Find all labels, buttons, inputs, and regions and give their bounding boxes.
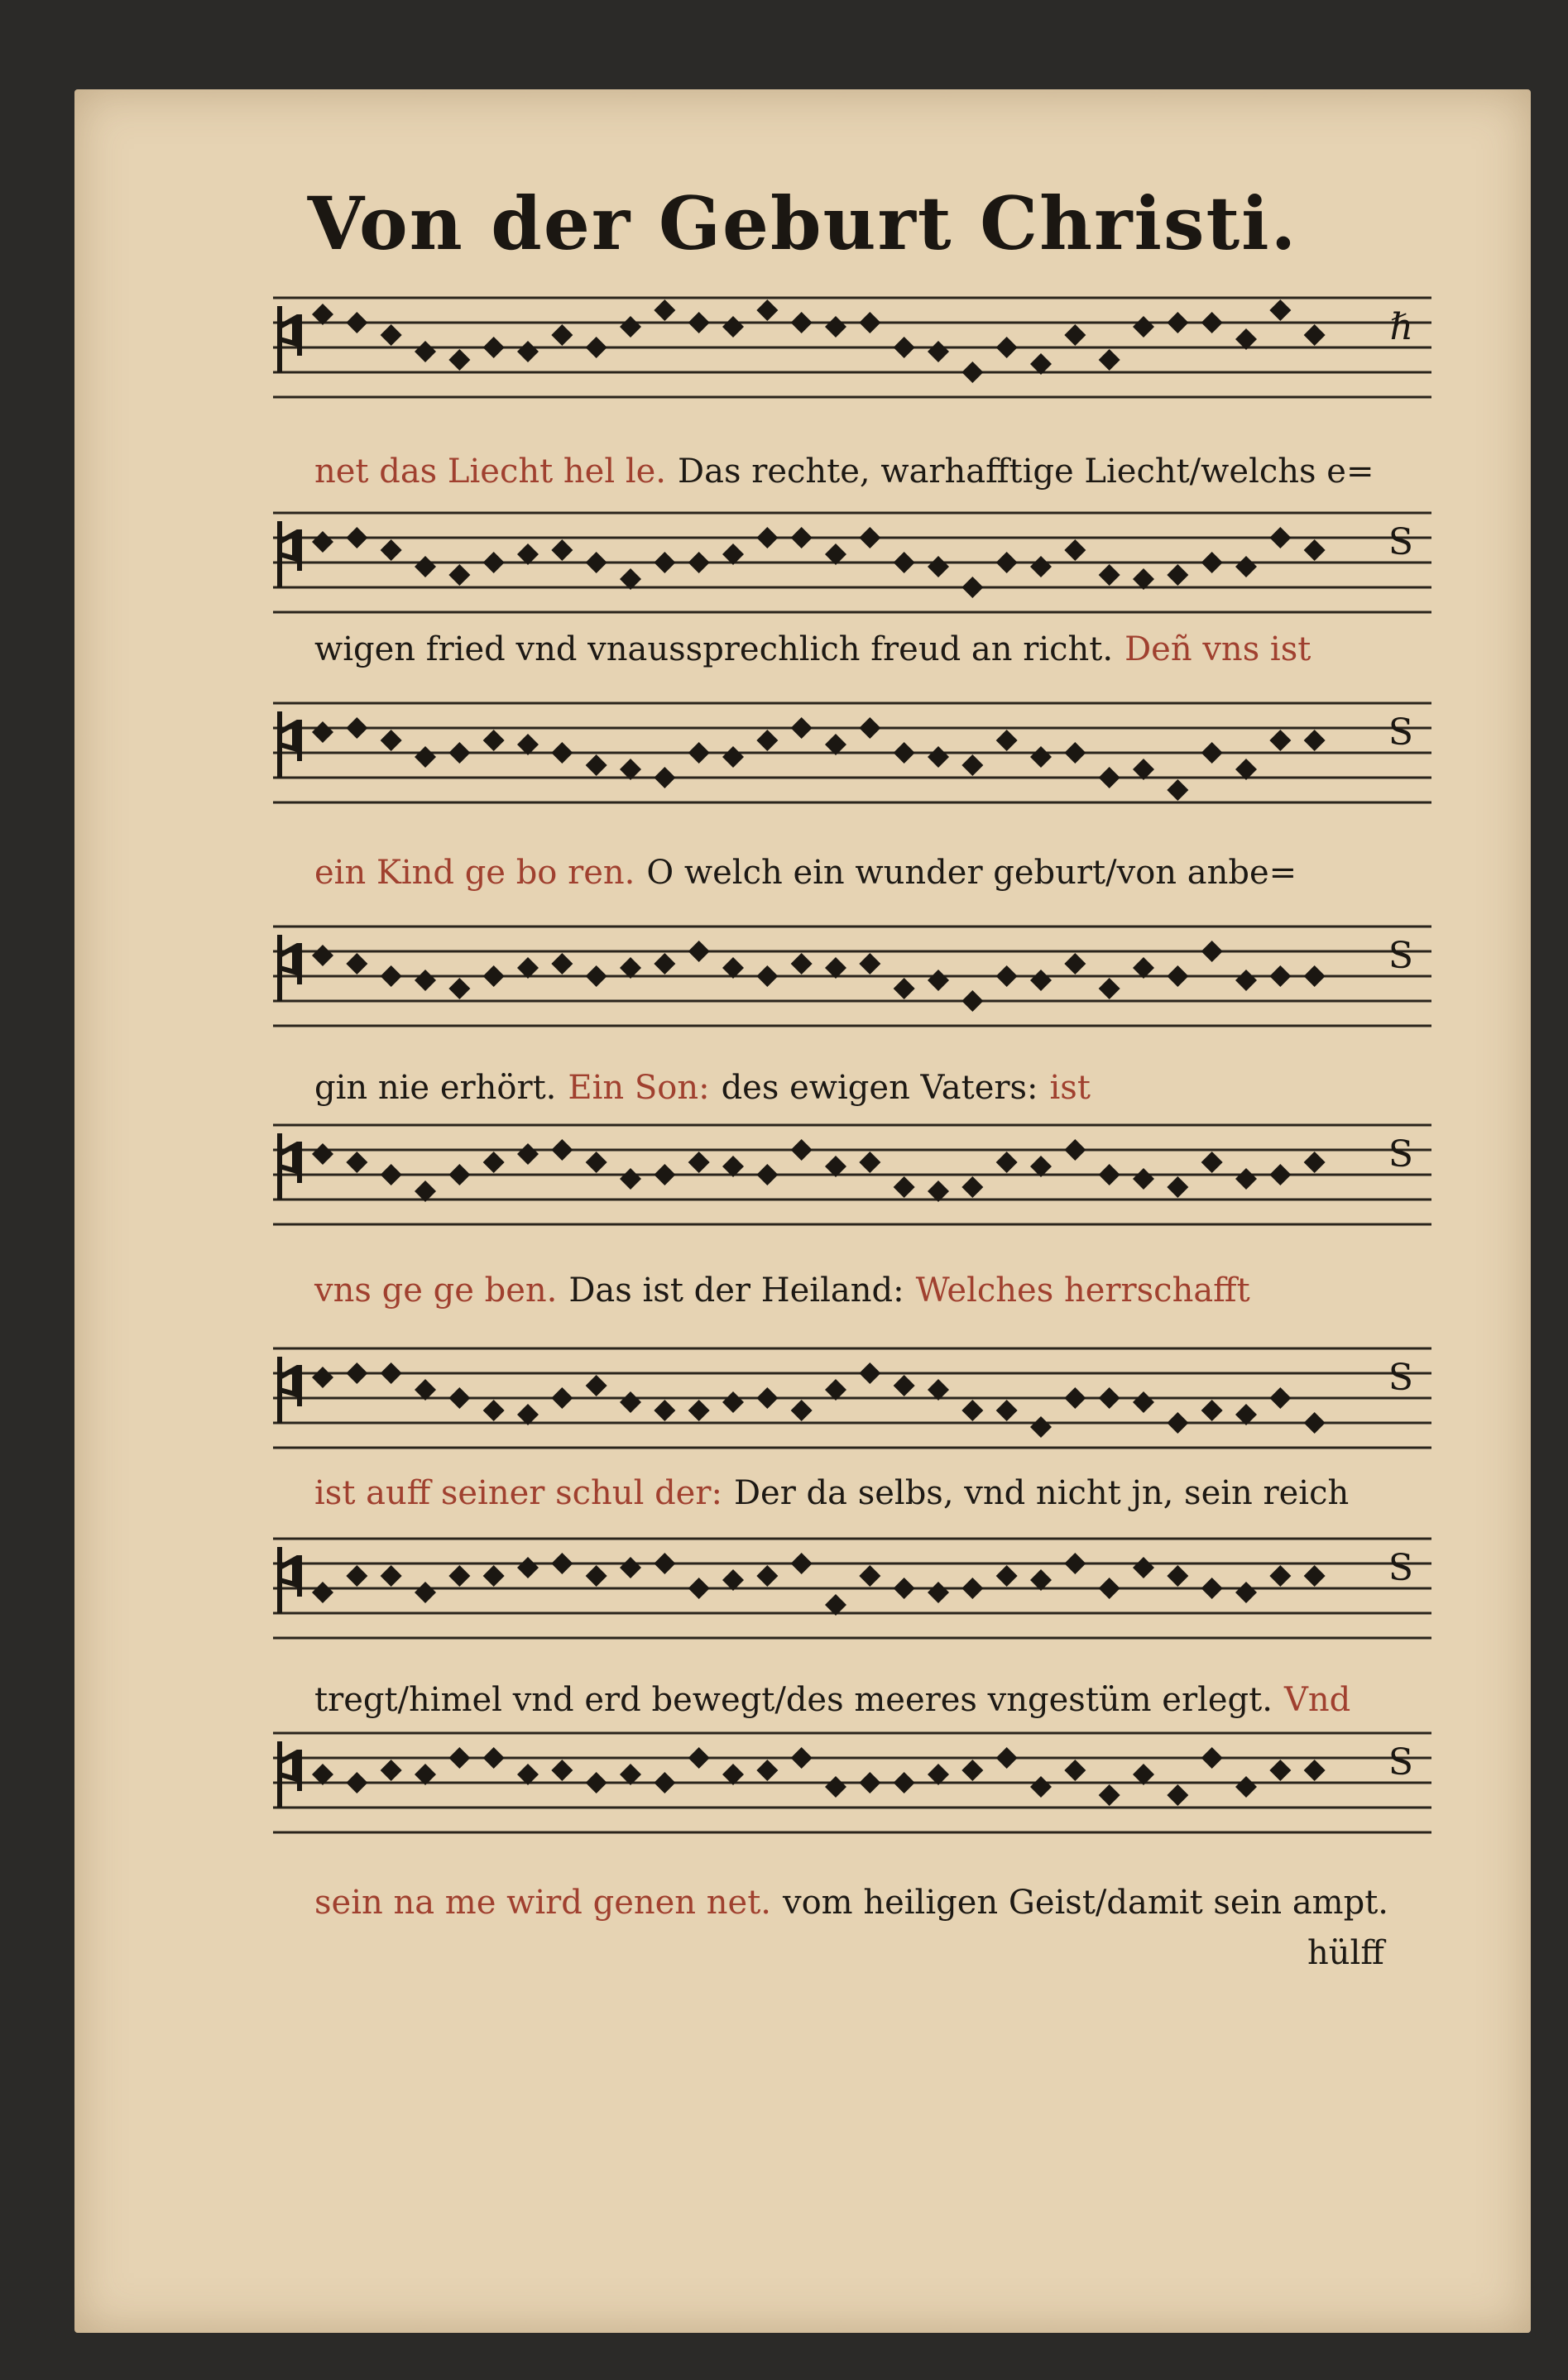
note-head [1099, 978, 1120, 999]
note-head [1099, 349, 1120, 371]
note-head [1304, 324, 1326, 346]
note-head [1269, 1565, 1291, 1587]
note-head [859, 953, 880, 975]
note-head [586, 1772, 607, 1793]
note-head [996, 1565, 1018, 1587]
note-head [961, 362, 983, 383]
lyric-red-segment: net das Liecht hel le. [314, 453, 667, 491]
note-head [1269, 1164, 1291, 1185]
staff-svg [273, 1109, 1431, 1233]
note-head [859, 1152, 880, 1173]
note-head [381, 730, 402, 751]
lyric-black-segment: Der da selbs, vnd nicht jn, sein reich [733, 1474, 1350, 1512]
note-head [722, 316, 744, 338]
c-clef-icon [280, 306, 300, 372]
note-head [1099, 1164, 1120, 1185]
note-head [517, 1557, 539, 1578]
note-head [1201, 1400, 1223, 1421]
note-head [346, 953, 367, 975]
lyric-black-segment: vom heiligen Geist/damit sein ampt. [783, 1884, 1388, 1922]
note-head [1304, 730, 1326, 751]
note-head [448, 1164, 470, 1185]
note-head [586, 754, 607, 776]
note-head [996, 1747, 1018, 1769]
note-head [620, 1557, 641, 1578]
c-clef-icon [280, 711, 300, 778]
note-head [1099, 1578, 1120, 1599]
note-head [1235, 1582, 1257, 1603]
note-head [1304, 1412, 1326, 1434]
music-staff [273, 687, 1431, 811]
staff-svg [273, 687, 1431, 811]
custos-mark: S [1388, 521, 1413, 563]
note-head [483, 552, 505, 573]
lyric-black-segment: gin nie erhört. [314, 1069, 557, 1107]
note-head [894, 742, 915, 764]
note-head [1064, 953, 1086, 975]
note-head [1167, 564, 1188, 586]
c-clef-icon [280, 521, 300, 587]
note-head [894, 1375, 915, 1396]
note-head [381, 1362, 402, 1384]
note-head [483, 730, 505, 751]
note-head [1269, 730, 1291, 751]
note-head [791, 312, 813, 333]
note-head [1064, 324, 1086, 346]
note-head [346, 717, 367, 739]
note-head [688, 1747, 710, 1769]
staff-svg [273, 1717, 1431, 1841]
note-head [1133, 1557, 1154, 1578]
note-head [448, 564, 470, 586]
note-head [756, 1760, 778, 1781]
note-head [859, 717, 880, 739]
note-head [1167, 965, 1188, 987]
music-staff [273, 1522, 1431, 1646]
note-head [961, 577, 983, 598]
note-head [483, 1400, 505, 1421]
custos-mark: S [1388, 711, 1413, 754]
note-head [381, 1565, 402, 1587]
lyric-black-segment: Das rechte, warhafftige Liecht/welchs e= [678, 453, 1374, 491]
note-head [1064, 1553, 1086, 1574]
note-head [620, 316, 641, 338]
note-head [859, 1772, 880, 1793]
custos-mark: S [1388, 1133, 1413, 1176]
note-head [415, 556, 436, 577]
note-head [688, 1152, 710, 1173]
lyric-line [314, 1063, 1431, 1113]
note-head [346, 1362, 367, 1384]
note-head [551, 1760, 573, 1781]
c-clef-icon [280, 935, 300, 1001]
note-head [859, 1565, 880, 1587]
note-head [928, 1582, 949, 1603]
note-head [1269, 1760, 1291, 1781]
lyric-red-segment: Deñ vns ist [1124, 630, 1311, 668]
note-head [346, 1152, 367, 1173]
note-head [894, 1578, 915, 1599]
note-head [791, 1400, 813, 1421]
note-head [756, 1387, 778, 1409]
staff-svg [273, 281, 1431, 405]
note-head [1304, 1565, 1326, 1587]
note-head [654, 1164, 675, 1185]
note-head [791, 717, 813, 739]
page-title: Von der Geburt Christi. [307, 180, 1298, 266]
music-staff [273, 281, 1431, 405]
staff-svg [273, 496, 1431, 620]
note-head [791, 1553, 813, 1574]
lyric-red-segment: ist [1049, 1069, 1091, 1107]
c-clef-icon [280, 1741, 300, 1808]
lyric-black-segment: des ewigen Vaters: [721, 1069, 1038, 1107]
note-head [1201, 552, 1223, 573]
note-head [894, 337, 915, 358]
lyric-red-segment: ist auff seiner schul der: [314, 1474, 722, 1512]
note-head [756, 1164, 778, 1185]
lyric-red-segment: sein na me wird genen net. [314, 1884, 771, 1922]
note-head [654, 953, 675, 975]
note-head [620, 1168, 641, 1190]
c-clef-icon [280, 1357, 300, 1423]
note-head [551, 324, 573, 346]
lyric-line [314, 1468, 1431, 1518]
note-head [1030, 1416, 1052, 1438]
note-head [483, 1152, 505, 1173]
staff-svg [273, 1332, 1431, 1456]
note-head [961, 754, 983, 776]
note-head [756, 527, 778, 548]
note-head [825, 316, 846, 338]
note-head [928, 970, 949, 991]
note-head [1167, 312, 1188, 333]
note-head [312, 1582, 333, 1603]
lyric-black-segment: wigen fried vnd vnaussprechlich freud an richt. [314, 630, 1114, 668]
note-head [791, 527, 813, 548]
note-head [312, 531, 333, 553]
note-head [996, 965, 1018, 987]
custos-mark: S [1388, 1741, 1413, 1784]
note-head [1099, 1784, 1120, 1806]
note-head [654, 299, 675, 321]
note-head [448, 742, 470, 764]
lyric-black-segment: O welch ein wunder geburt/von anbe= [646, 854, 1297, 892]
note-head [448, 1387, 470, 1409]
note-head [756, 299, 778, 321]
note-head [722, 746, 744, 768]
note-head [1167, 1176, 1188, 1198]
note-head [346, 1565, 367, 1587]
lyric-red-segment: Welches herrschafft [915, 1271, 1250, 1310]
note-head [688, 1400, 710, 1421]
note-head [996, 1152, 1018, 1173]
note-head [654, 1772, 675, 1793]
note-head [312, 721, 333, 743]
note-head [1099, 1387, 1120, 1409]
note-head [928, 341, 949, 362]
note-head [551, 539, 573, 561]
note-head [1201, 1152, 1223, 1173]
note-head [928, 556, 949, 577]
note-head [859, 527, 880, 548]
lyric-line [314, 1266, 1431, 1315]
note-head [586, 1152, 607, 1173]
note-head [1235, 970, 1257, 991]
note-head [1269, 299, 1291, 321]
note-head [551, 1139, 573, 1161]
note-head [415, 1582, 436, 1603]
note-head [448, 349, 470, 371]
custos-mark: S [1388, 935, 1413, 977]
lyric-red-segment: Vnd [1283, 1681, 1351, 1719]
note-head [791, 1139, 813, 1161]
note-head [791, 953, 813, 975]
note-head [1167, 779, 1188, 801]
note-head [620, 1391, 641, 1413]
note-head [1030, 1776, 1052, 1798]
note-head [1201, 742, 1223, 764]
note-head [894, 978, 915, 999]
lyric-line [314, 447, 1431, 496]
note-head [688, 552, 710, 573]
note-head [1064, 742, 1086, 764]
note-head [1304, 1152, 1326, 1173]
note-head [517, 1143, 539, 1165]
note-head [586, 965, 607, 987]
note-head [654, 1553, 675, 1574]
music-staff [273, 910, 1431, 1034]
music-staff [273, 1332, 1431, 1456]
staff-svg [273, 910, 1431, 1034]
note-head [312, 1143, 333, 1165]
note-head [1235, 1168, 1257, 1190]
lyric-black-segment: Das ist der Heiland: [568, 1271, 904, 1310]
note-head [1201, 1747, 1223, 1769]
note-head [1167, 1565, 1188, 1587]
note-head [961, 1400, 983, 1421]
note-head [551, 953, 573, 975]
note-head [961, 1578, 983, 1599]
note-head [756, 965, 778, 987]
c-clef-icon [280, 1547, 300, 1613]
note-head [346, 312, 367, 333]
note-head [415, 341, 436, 362]
note-head [688, 742, 710, 764]
note-head [688, 941, 710, 962]
note-head [381, 1760, 402, 1781]
note-head [586, 552, 607, 573]
note-head [586, 337, 607, 358]
note-head [1133, 1391, 1154, 1413]
note-head [381, 965, 402, 987]
note-head [1030, 746, 1052, 768]
note-head [1064, 539, 1086, 561]
note-head [1201, 941, 1223, 962]
note-head [415, 746, 436, 768]
note-head [1304, 539, 1326, 561]
note-head [825, 1776, 846, 1798]
note-head [1064, 1760, 1086, 1781]
note-head [1304, 965, 1326, 987]
note-head [1064, 1139, 1086, 1161]
note-head [1167, 1412, 1188, 1434]
note-head [448, 978, 470, 999]
note-head [1133, 316, 1154, 338]
note-head [688, 1578, 710, 1599]
note-head [483, 1565, 505, 1587]
note-head [1099, 564, 1120, 586]
lyric-black-segment: tregt/himel vnd erd bewegt/des meeres vngestüm erlegt. [314, 1681, 1273, 1719]
note-head [1201, 312, 1223, 333]
note-head [654, 1400, 675, 1421]
note-head [894, 1176, 915, 1198]
note-head [551, 742, 573, 764]
note-head [961, 1176, 983, 1198]
music-staff [273, 1109, 1431, 1233]
note-head [586, 1565, 607, 1587]
note-head [1201, 1578, 1223, 1599]
music-staff [273, 496, 1431, 620]
custos-mark: S [1388, 1357, 1413, 1399]
note-head [448, 1747, 470, 1769]
note-head [654, 552, 675, 573]
note-head [756, 1565, 778, 1587]
note-head [894, 1772, 915, 1793]
staff-svg [273, 1522, 1431, 1646]
note-head [1133, 1168, 1154, 1190]
lyric-red-segment: ein Kind ge bo ren. [314, 854, 635, 892]
note-head [586, 1375, 607, 1396]
note-head [1099, 767, 1120, 788]
music-staff [273, 1717, 1431, 1841]
note-head [894, 552, 915, 573]
note-head [551, 1553, 573, 1574]
note-head [1167, 1784, 1188, 1806]
note-head [791, 1747, 813, 1769]
c-clef-icon [280, 1133, 300, 1200]
note-head [1304, 1760, 1326, 1781]
note-head [448, 1565, 470, 1587]
note-head [381, 1164, 402, 1185]
note-head [517, 341, 539, 362]
note-head [1030, 556, 1052, 577]
note-head [859, 312, 880, 333]
lyric-red-segment: vns ge ge ben. [314, 1271, 558, 1310]
note-head [1235, 1776, 1257, 1798]
note-head [346, 1772, 367, 1793]
note-head [928, 746, 949, 768]
note-head [1064, 1387, 1086, 1409]
lyric-line [314, 1878, 1431, 1927]
note-head [722, 1391, 744, 1413]
note-head [415, 970, 436, 991]
note-head [1235, 556, 1257, 577]
note-head [996, 552, 1018, 573]
note-head [381, 324, 402, 346]
note-head [1030, 970, 1052, 991]
note-head [1269, 527, 1291, 548]
lyric-line [314, 848, 1431, 898]
custos-mark: S [1388, 1547, 1413, 1589]
note-head [654, 767, 675, 788]
lyric-line [314, 625, 1431, 674]
note-head [996, 730, 1018, 751]
note-head [688, 312, 710, 333]
catchword: hülff [1307, 1934, 1384, 1972]
note-head [312, 1367, 333, 1388]
custos-mark: ℏ [1389, 306, 1413, 348]
lyric-red-segment: Ein Son: [568, 1069, 710, 1107]
note-head [346, 527, 367, 548]
note-head [756, 730, 778, 751]
note-head [483, 1747, 505, 1769]
note-head [381, 539, 402, 561]
note-head [961, 990, 983, 1012]
note-head [551, 1387, 573, 1409]
note-head [483, 337, 505, 358]
note-head [996, 1400, 1018, 1421]
note-head [1269, 965, 1291, 987]
note-head [859, 1362, 880, 1384]
note-head [1269, 1387, 1291, 1409]
note-head [961, 1760, 983, 1781]
note-head [483, 965, 505, 987]
note-head [312, 945, 333, 966]
note-head [996, 337, 1018, 358]
